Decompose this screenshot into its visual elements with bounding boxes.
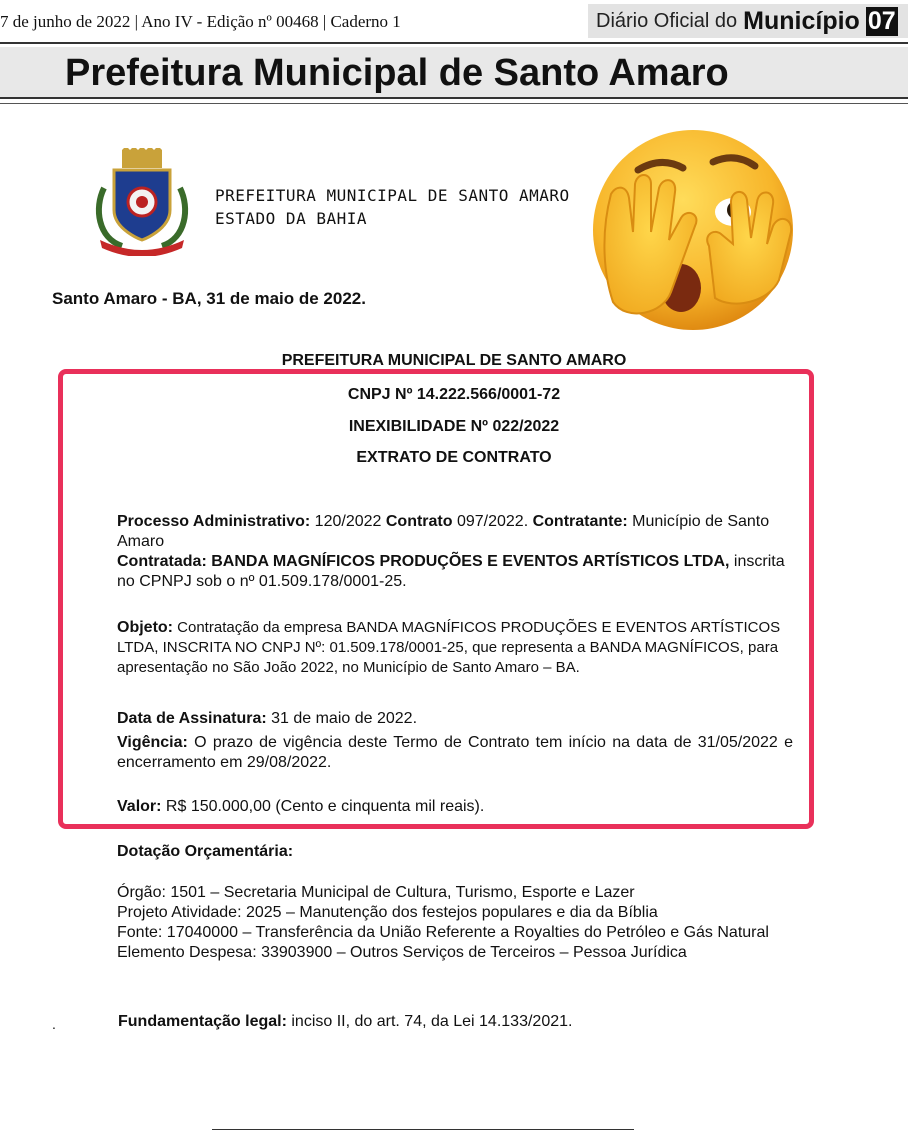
- letterhead-line-2: ESTADO DA BAHIA: [215, 209, 367, 228]
- heading-cnpj: CNPJ Nº 14.222.566/0001-72: [347, 386, 561, 403]
- valor-value: R$ 150.000,00 (Cento e cinquenta mil reais).: [161, 798, 485, 815]
- dotacao-list: [117, 883, 807, 963]
- vigencia-value: O prazo de vigência deste Termo de Contrato tem início na data de 31/05/2022 e encerramento em 29/08/2022.: [117, 734, 793, 771]
- coat-of-arms-icon: [92, 148, 192, 256]
- fundamentacao: [118, 1013, 572, 1031]
- heading-inexibilidade: INEXIBILIDADE Nº 022/2022: [348, 418, 560, 435]
- objeto-value: Contratação da empresa BANDA MAGNÍFICOS PRODUÇÕES E EVENTOS ARTÍSTICOS LTDA, INSCRITA NO CNPJ Nº: 01.509.178/0001-25, que representa a BANDA MAGNÍFICOS, para apresentação no São João 2022, no Município de Santo Amaro – BA.: [117, 619, 781, 676]
- heading-extrato: EXTRATO DE CONTRATO: [356, 449, 552, 466]
- dateline: Santo Amaro - BA, 31 de maio de 2022.: [52, 289, 366, 308]
- fund-label: Fundamentação legal:: [118, 1013, 287, 1030]
- diario-oficial-brand: [588, 4, 908, 38]
- stray-dot: .: [52, 1016, 56, 1032]
- dotacao-fonte: Fonte: 17040000 – Transferência da União Referente a Royalties do Petróleo e Gás Natural: [117, 924, 769, 941]
- dotacao-title: Dotação Orçamentária:: [117, 843, 294, 860]
- proc-label: Processo Administrativo:: [117, 513, 311, 530]
- heading-org: PREFEITURA MUNICIPAL DE SANTO AMARO: [281, 352, 627, 369]
- title-bar: [0, 47, 908, 99]
- proc-value: 120/2022: [310, 513, 386, 530]
- brand-bold: Município: [743, 6, 860, 35]
- contratada-value: inscrita no CPNPJ sob o nº 01.509.178/0001-25.: [117, 553, 785, 590]
- dotacao-orgao: Órgão: 1501 – Secretaria Municipal de Cultura, Turismo, Esporte e Lazer: [117, 884, 635, 901]
- data-value: 31 de maio de 2022.: [266, 710, 418, 727]
- dotacao-elemento: Elemento Despesa: 33903900 – Outros Serviços de Terceiros – Pessoa Jurídica: [117, 944, 687, 961]
- data-label: Data de Assinatura:: [117, 710, 267, 727]
- fund-value: inciso II, do art. 74, da Lei 14.133/2021.: [286, 1013, 573, 1030]
- title-rule: [0, 103, 908, 104]
- face-with-hand-over-eyes-icon: [583, 122, 803, 338]
- objeto-label: Objeto:: [117, 619, 173, 636]
- dotacao-projeto: Projeto Atividade: 2025 – Manutenção dos festejos populares e dia da Bíblia: [117, 904, 658, 921]
- contrato-label: Contrato: [385, 513, 453, 530]
- contrato-value: 097/2022.: [452, 513, 533, 530]
- contratada-label: Contratada: BANDA MAGNÍFICOS PRODUÇÕES E EVENTOS ARTÍSTICOS LTDA,: [117, 553, 730, 570]
- vigencia-label: Vigência:: [117, 734, 188, 751]
- header-rule: [0, 42, 908, 44]
- edition-line: 7 de junho de 2022 | Ano IV - Edição nº 00468 | Caderno 1: [0, 12, 401, 31]
- highlight-frame: [58, 369, 814, 829]
- brand-prefix: Diário Oficial do: [596, 9, 738, 32]
- valor-label: Valor:: [117, 798, 162, 815]
- letterhead-line-1: PREFEITURA MUNICIPAL DE SANTO AMARO: [215, 186, 570, 205]
- contratante-value: Município de Santo Amaro: [117, 513, 770, 550]
- page-title: Prefeitura Municipal de Santo Amaro: [65, 52, 729, 94]
- signature-line: [212, 1129, 634, 1130]
- page-number: 07: [867, 6, 896, 35]
- contratante-label: Contratante:: [532, 513, 628, 530]
